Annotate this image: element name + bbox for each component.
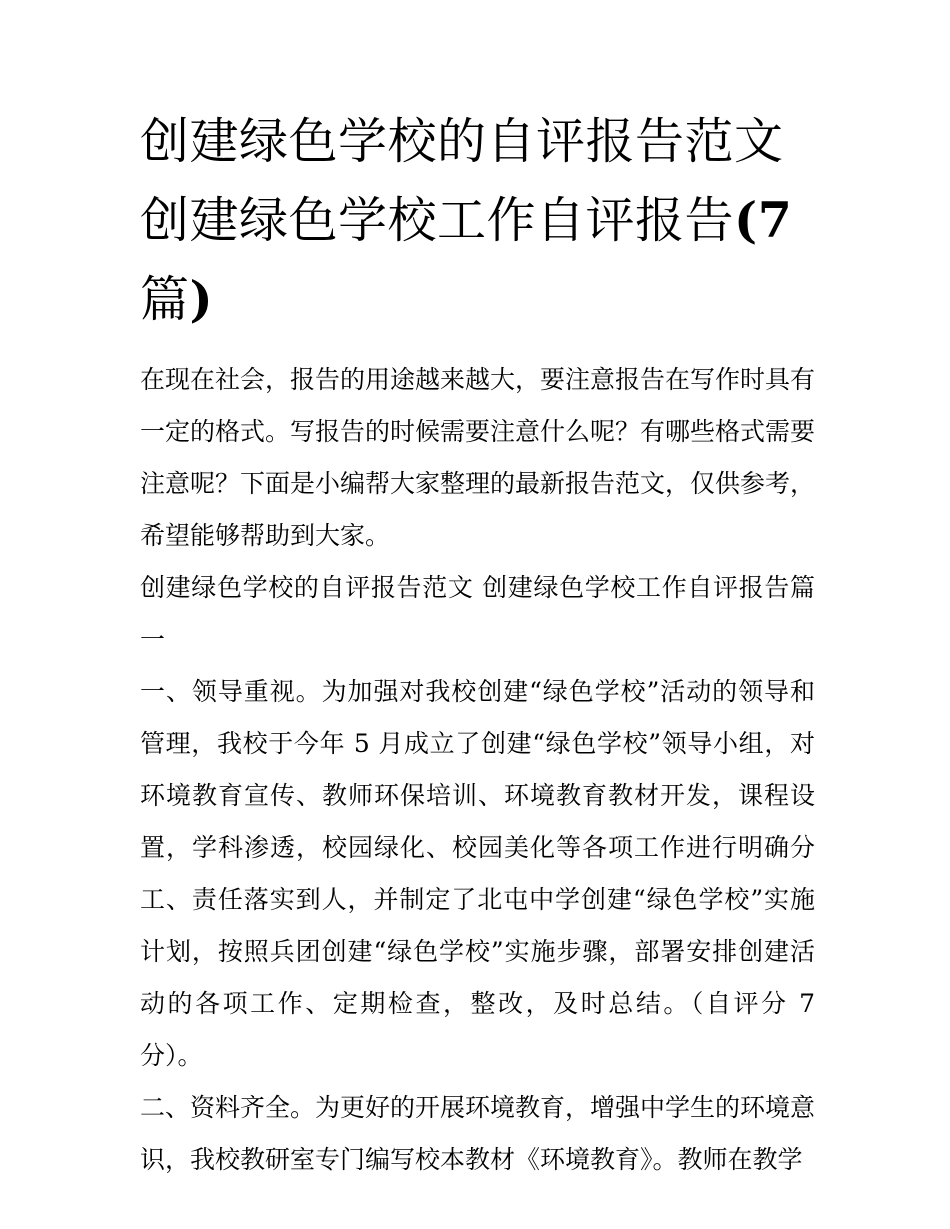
paragraph: 二、资料齐全。为更好的开展环境教育，增强中学生的环境意识，我校教研室专门编写校本教材《环境教育》。教师在教学 — [140, 1093, 816, 1174]
paragraph: 在现在社会，报告的用途越来越大，要注意报告在写作时具有一定的格式。写报告的时候需要注意什么呢？有哪些格式需要注意呢？下面是小编帮大家整理的最新报告范文，仅供参考，希望能够帮助到大家。 — [140, 365, 816, 550]
title-segment: 创建绿色学校工作自评报告 — [140, 192, 735, 249]
title-line — [140, 181, 815, 260]
document-body — [140, 354, 815, 1186]
title-line — [140, 103, 815, 181]
title-segment: 篇 — [140, 271, 190, 328]
document-title — [140, 103, 815, 339]
title-segment: 创建绿色学校的自评报告范文 — [140, 113, 784, 170]
title-line — [140, 260, 815, 339]
title-segment-bold: (7 — [734, 191, 793, 249]
title-segment-bold: ) — [189, 270, 214, 328]
paragraph: 创建绿色学校的自评报告范文 创建绿色学校工作自评报告篇一 — [140, 573, 815, 654]
paragraph: 一、领导重视。为加强对我校创建“绿色学校”活动的领导和管理，我校于今年 5 月成立了创建“绿色学校”领导小组，对环境教育宣传、教师环保培训、环境教育教材开发，课程设置，学科渗透，校园绿化、校园美化等各项工作进行明确分工、责任落实到人，并制定了北屯中学创建“绿色学校”实施计划，按照兵团创建“绿色学校”实施步骤，部署安排创建活动的各项工作、定期检查，整改，及时总结。（自评分 7 分）。 — [140, 677, 815, 1070]
